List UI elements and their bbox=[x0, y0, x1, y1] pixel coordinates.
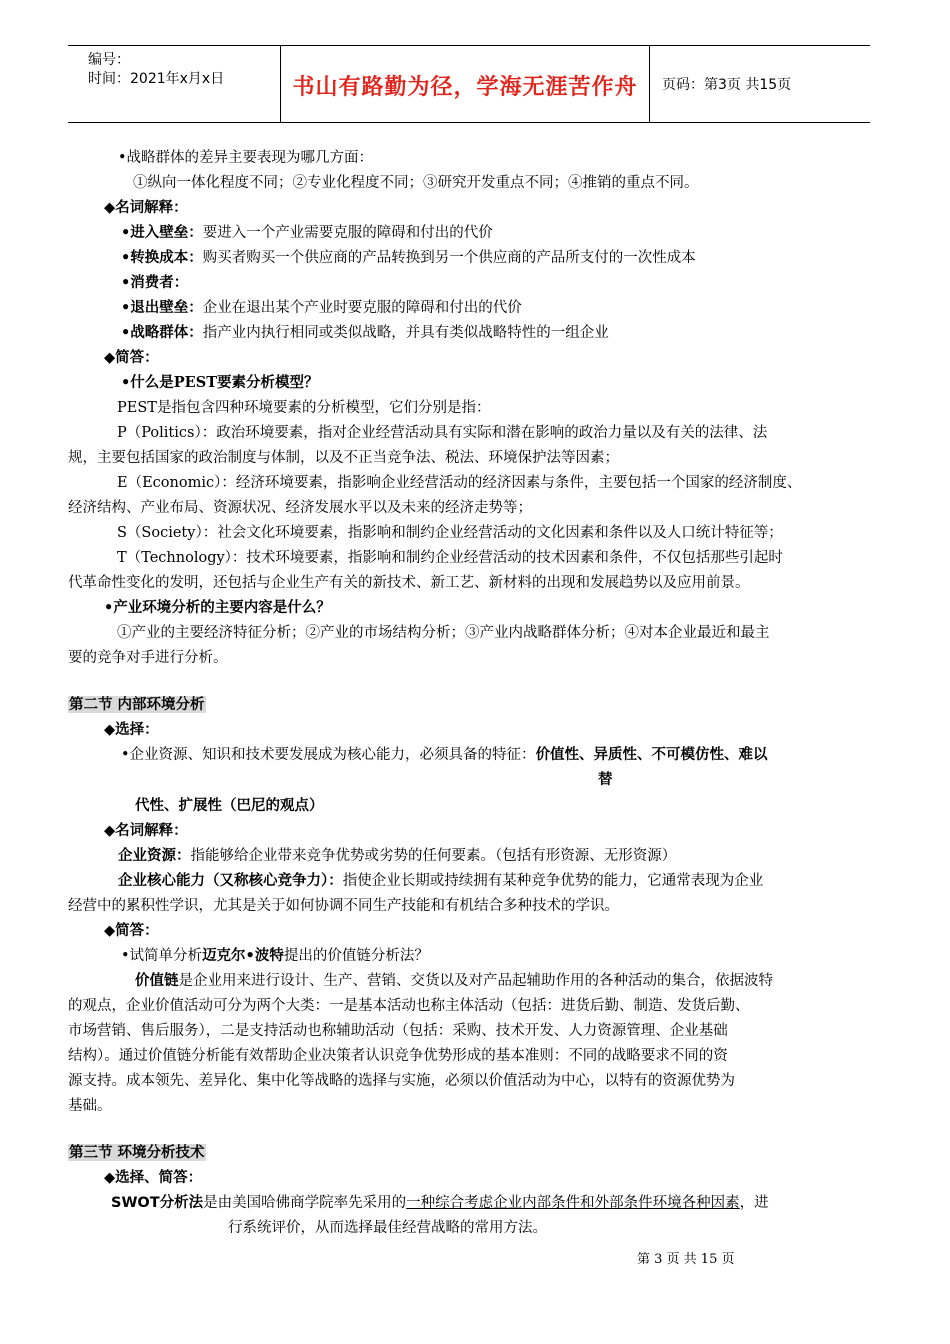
pest-politics-line2: 规，主要包括国家的政治制度与体制，以及不正当竞争法、税法、环境保护法等因素； bbox=[68, 450, 619, 466]
header-time: 时间：2021年x月x日 bbox=[88, 71, 225, 87]
value-chain-line2: 的观点，企业价值活动可分为两个大类：一是基本活动也称主体活动（包括：进货后勤、制造、发货后勤、 bbox=[68, 998, 750, 1014]
choose-heading: ◆选择： bbox=[104, 721, 159, 738]
term-core-competence bbox=[118, 871, 763, 891]
term-enterprise-resource bbox=[118, 846, 676, 866]
term-label: 企业核心能力（又称核心竞争力）： bbox=[118, 872, 343, 889]
features-continued: 代性、扩展性（巴尼的观点） bbox=[135, 797, 324, 814]
term-label: •消费者： bbox=[121, 274, 189, 291]
question-prefix: •试简单分析 bbox=[121, 948, 203, 964]
section-title bbox=[68, 695, 206, 715]
header-motto-cell bbox=[280, 46, 650, 122]
term-label: •退出壁垒： bbox=[121, 299, 203, 316]
page-footer: 第 3 页 共 15 页 bbox=[637, 1252, 735, 1267]
term-label: 企业资源： bbox=[118, 847, 191, 864]
term-entry-barrier bbox=[121, 223, 493, 243]
section-3-title: 第三节 环境分析技术 bbox=[69, 1144, 205, 1161]
industry-question: •产业环境分析的主要内容是什么？ bbox=[104, 599, 331, 616]
terms-heading: ◆名词解释： bbox=[104, 199, 188, 216]
pest-technology-line2: 代革命性变化的发明，还包括与企业生产有关的新技术、新工艺、新材料的出现和发展趋势以及应用前景。 bbox=[68, 575, 750, 591]
question-porter: 迈克尔•波特 bbox=[202, 947, 284, 964]
term-label: •战略群体： bbox=[121, 324, 203, 341]
features-wrap: 替 bbox=[598, 771, 613, 788]
term-strategic-group bbox=[121, 323, 609, 343]
section-title bbox=[68, 1143, 206, 1163]
term-label: •进入壁垒： bbox=[121, 224, 203, 241]
swot-text: 是由美国哈佛商学院率先采用的 bbox=[203, 1195, 407, 1211]
value-chain-question bbox=[121, 946, 429, 966]
term-definition: 指产业内执行相同或类似战略，并具有类似战略特性的一组企业 bbox=[202, 325, 609, 341]
swot-line1 bbox=[111, 1193, 769, 1213]
header-motto: 书山有路勤为径，学海无涯苦作舟 bbox=[292, 75, 638, 100]
swot-text-end: ，进 bbox=[739, 1195, 769, 1211]
pest-politics-line1: P（Politics）：政治环境要素，指对企业经营活动具有实际和潜在影响的政治力量以及有关的法律、法 bbox=[117, 425, 768, 441]
short-answer-heading-2: ◆简答： bbox=[104, 922, 159, 939]
pest-economic-line1: E（Economic）：经济环境要素，指影响企业经营活动的经济因素与条件，主要包括一个国家的经济制度、 bbox=[117, 475, 802, 491]
choose-short-heading: ◆选择、简答： bbox=[104, 1169, 203, 1186]
swot-line2: 行系统评价，从而选择最佳经营战略的常用方法。 bbox=[228, 1220, 547, 1236]
pest-intro: PEST是指包含四种环境要素的分析模型，它们分别是指： bbox=[117, 400, 491, 416]
core-competence-line2: 经营中的累积性学识，尤其是关于如何协调不同生产技能和有机结合多种技术的学识。 bbox=[68, 898, 619, 914]
header-meta bbox=[68, 46, 280, 122]
term-definition: 要进入一个产业需要克服的障碍和付出的代价 bbox=[202, 225, 493, 241]
value-chain-line4: 结构）。通过价值链分析能有效帮助企业决策者认识竞争优势形成的基本准则：不同的战略要求不同的资 bbox=[68, 1048, 728, 1064]
terms-heading-2: ◆名词解释： bbox=[104, 822, 188, 839]
answer-strategic-groups: ①纵向一体化程度不同；②专业化程度不同；③研究开发重点不同；④推销的重点不同。 bbox=[133, 175, 699, 191]
header-page-info: 页码：第3页 共15页 bbox=[662, 77, 792, 93]
value-chain-line1 bbox=[135, 971, 773, 991]
short-answer-heading: ◆简答： bbox=[104, 349, 159, 366]
pest-economic-line2: 经济结构、产业布局、资源状况、经济发展水平以及未来的经济走势等； bbox=[68, 500, 532, 516]
industry-answer-line2: 要的竞争对手进行分析。 bbox=[68, 650, 228, 666]
term-label: •转换成本： bbox=[121, 249, 203, 266]
value-chain-term: 价值链 bbox=[135, 972, 179, 989]
question-suffix: 提出的价值链分析法？ bbox=[283, 948, 429, 964]
term-definition: 指能够给企业带来竞争优势或劣势的任何要素。（包括有形资源、无形资源） bbox=[190, 848, 677, 864]
pest-society-line: S（Society）：社会文化环境要素，指影响和制约企业经营活动的文化因素和条件以及人口统计特征等； bbox=[117, 525, 783, 541]
pest-question: •什么是PEST要素分析模型？ bbox=[121, 374, 319, 391]
features-text: •企业资源、知识和技术要发展成为核心能力，必须具备的特征： bbox=[121, 747, 536, 763]
section-2-title: 第二节 内部环境分析 bbox=[69, 696, 205, 713]
value-chain-text: 是企业用来进行设计、生产、营销、交货以及对产品起辅助作用的各种活动的集合，依据波特 bbox=[178, 973, 773, 989]
core-capability-features bbox=[121, 745, 768, 765]
term-definition: 指使企业长期或持续拥有某种竞争优势的能力，它通常表现为企业 bbox=[342, 873, 764, 889]
header-number: 编号： bbox=[88, 52, 130, 68]
term-definition: 购买者购买一个供应商的产品转换到另一个供应商的产品所支付的一次性成本 bbox=[202, 250, 696, 266]
term-switching-cost bbox=[121, 248, 696, 268]
swot-underlined: 一种综合考虑企业内部条件和外部条件环境各种因素 bbox=[406, 1195, 740, 1211]
term-exit-barrier bbox=[121, 298, 522, 318]
header-page-cell bbox=[650, 46, 870, 122]
question-strategic-groups: •战略群体的差异主要表现为哪几方面： bbox=[118, 150, 374, 166]
value-chain-line6: 基础。 bbox=[68, 1098, 112, 1114]
term-definition: 企业在退出某个产业时要克服的障碍和付出的代价 bbox=[202, 300, 522, 316]
value-chain-line3: 市场营销、售后服务），二是支持活动也称辅助活动（包括：采购、技术开发、人力资源管理、企业基础 bbox=[68, 1023, 728, 1039]
pest-technology-line1: T（Technology）：技术环境要素，指影响和制约企业经营活动的技术因素和条件，不仅包括那些引起时 bbox=[117, 550, 783, 566]
features-bold: 价值性、异质性、不可模仿性、难以 bbox=[535, 746, 768, 763]
value-chain-line5: 源支持。成本领先、差异化、集中化等战略的选择与实施，必须以价值活动为中心，以特有的资源优势为 bbox=[68, 1073, 735, 1089]
swot-term: SWOT分析法 bbox=[111, 1195, 204, 1211]
page-header bbox=[68, 45, 870, 123]
term-consumer bbox=[121, 273, 188, 293]
industry-answer-line1: ①产业的主要经济特征分析；②产业的市场结构分析；③产业内战略群体分析；④对本企业最近和最主 bbox=[117, 625, 770, 641]
